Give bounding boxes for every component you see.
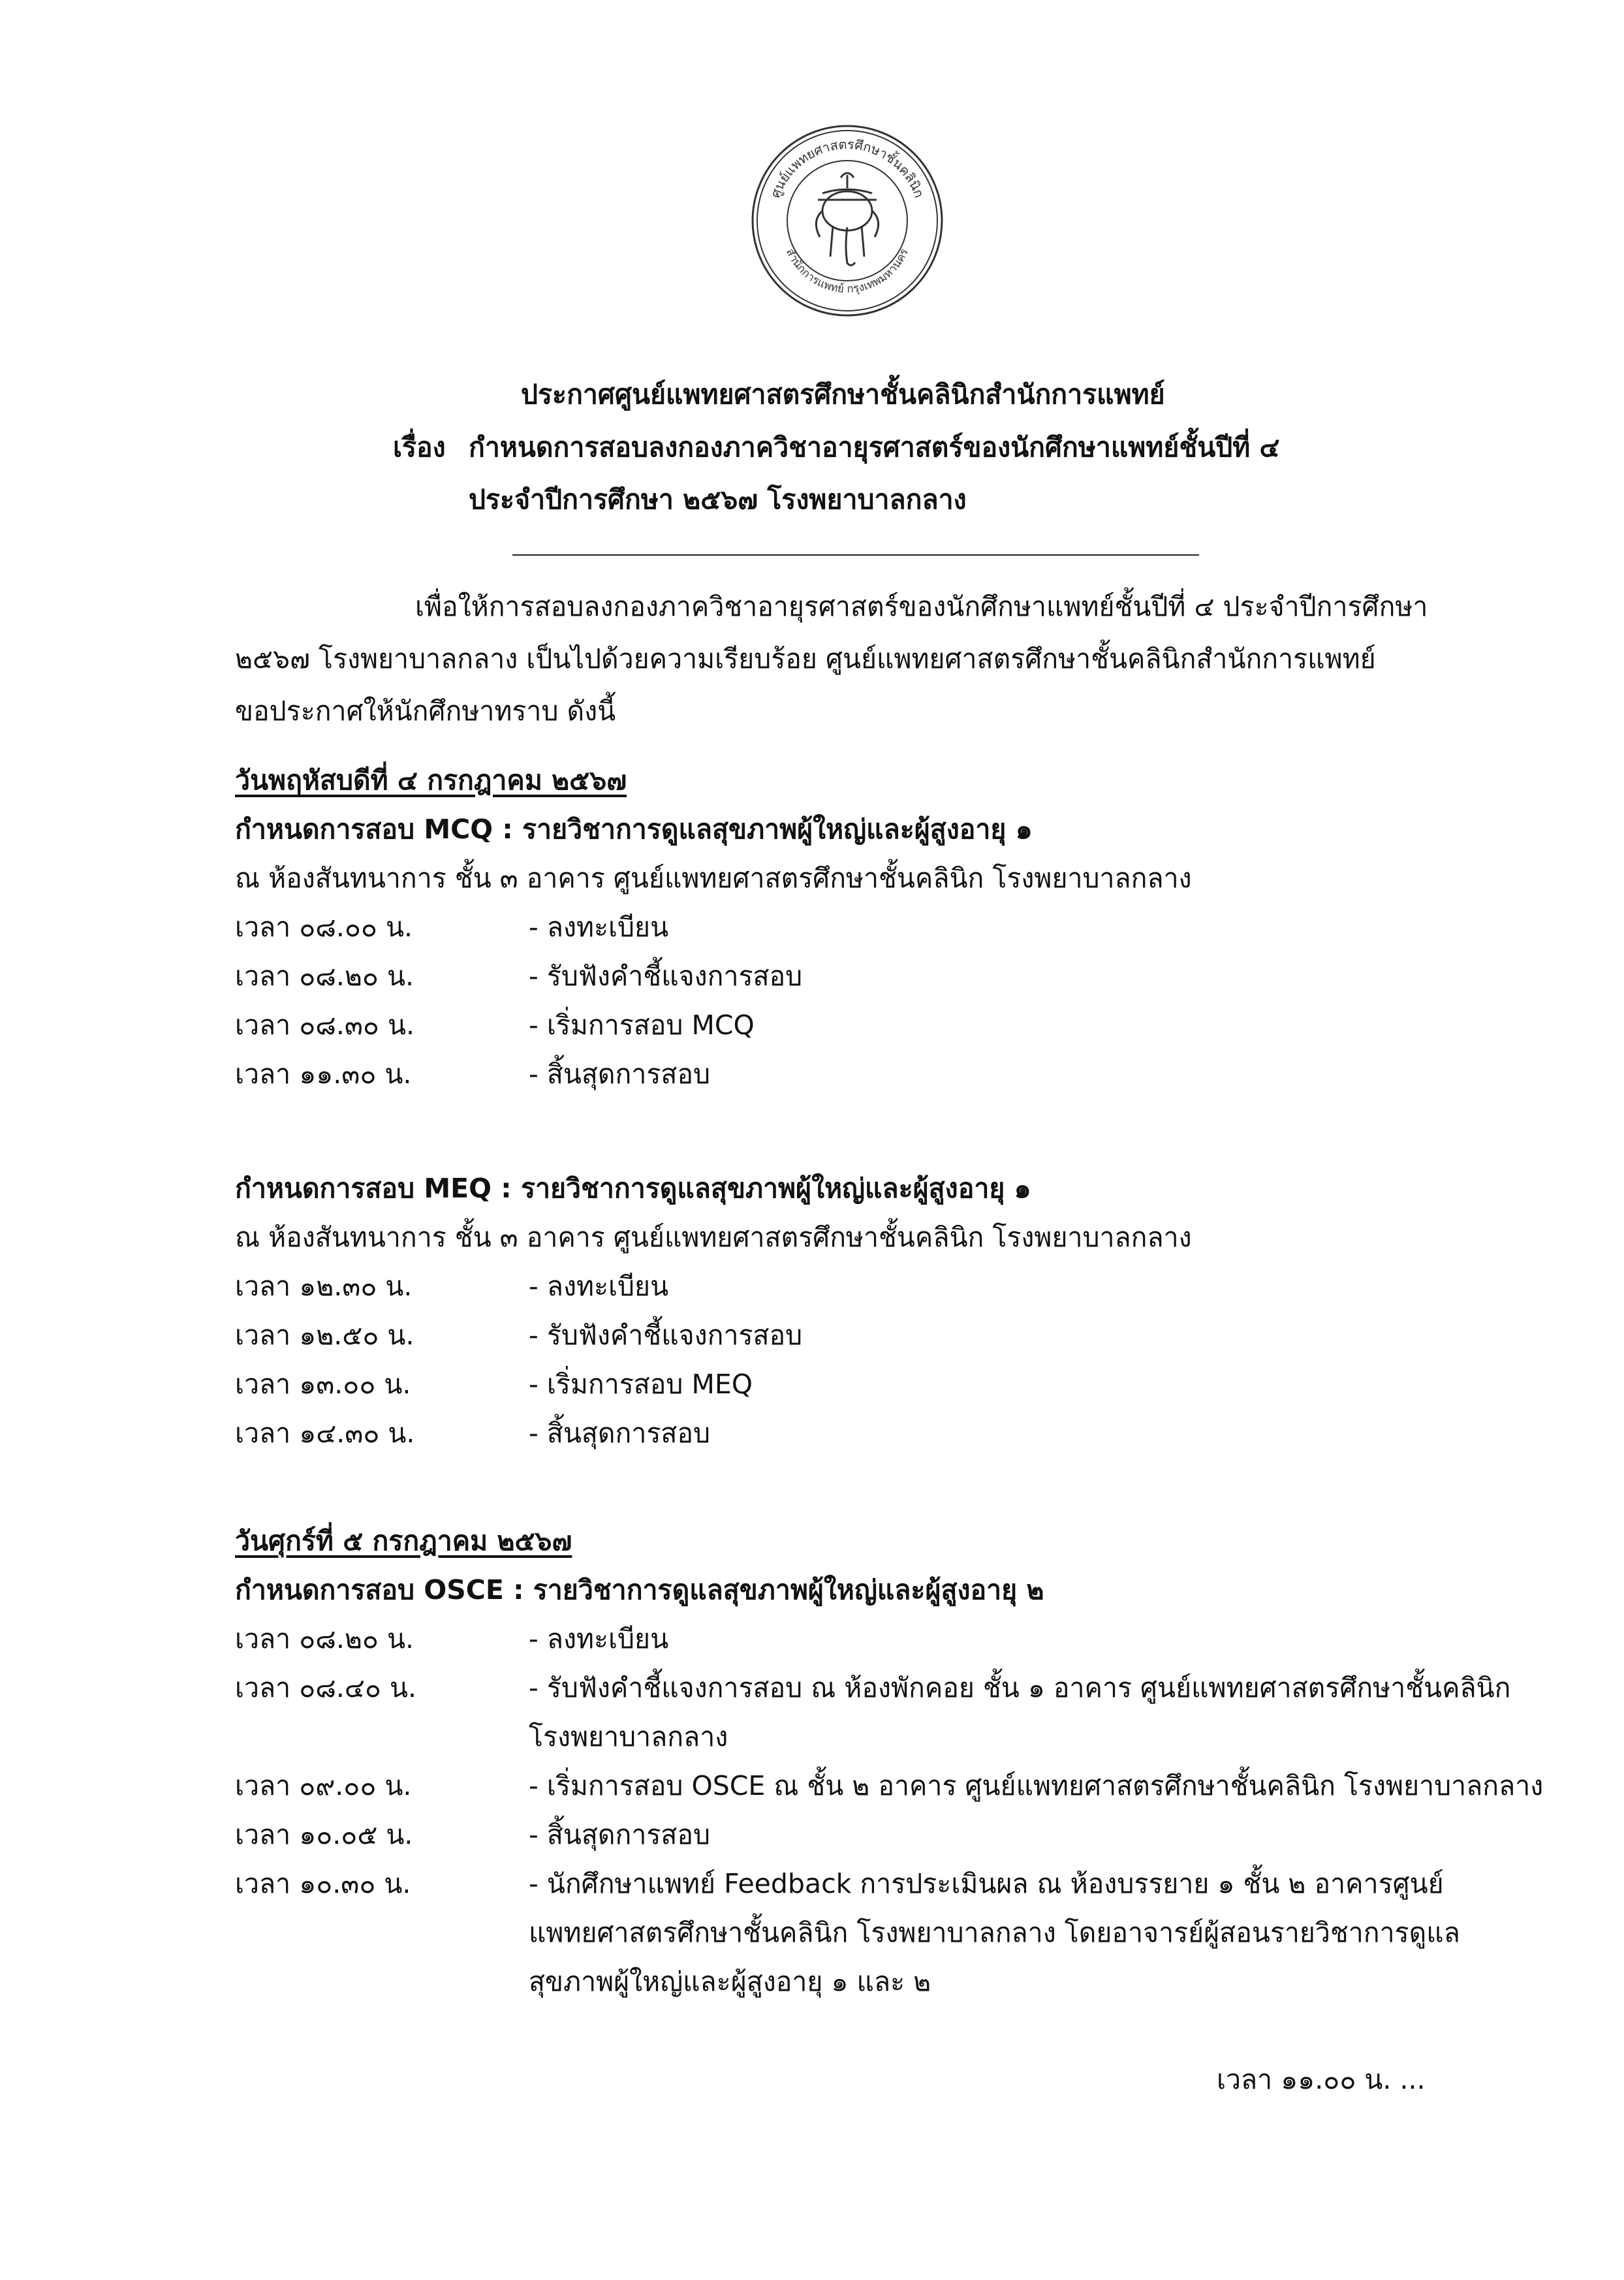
meq-heading: กำหนดการสอบ MEQ : รายวิชาการดูแลสุขภาพผู้ใหญ่และผู้สูงอายุ ๑ [235, 1173, 1031, 1204]
osce-time-1: เวลา ๐๘.๒๐ น. [235, 1623, 414, 1655]
meq-desc-1: - ลงทะเบียน [529, 1271, 669, 1302]
subject-text: กำหนดการสอบลงกองภาควิชาอายุรศาสตร์ของนักศึกษาแพทย์ชั้นปีที่ ๔ [469, 432, 1280, 463]
osce-desc-2-line-2: โรงพยาบาลกลาง [529, 1721, 728, 1752]
osce-time-2: เวลา ๐๘.๔๐ น. [235, 1672, 417, 1703]
mcq-time-1: เวลา ๐๘.๐๐ น. [235, 911, 413, 943]
osce-desc-3: - เริ่มการสอบ OSCE ณ ชั้น ๒ อาคาร ศูนย์แพทยศาสตรศึกษาชั้นคลินิก โรงพยาบาลกลาง [529, 1770, 1544, 1801]
mcq-time-2: เวลา ๐๘.๒๐ น. [235, 960, 414, 992]
announcement-title: ประกาศศูนย์แพทยศาสตรศึกษาชั้นคลินิกสำนักการแพทย์ [521, 379, 1165, 410]
mcq-desc-3: - เริ่มการสอบ MCQ [529, 1009, 755, 1041]
intro-line-3: ขอประกาศให้นักศึกษาทราบ ดังนี้ [235, 695, 616, 727]
meq-location: ณ ห้องสันทนาการ ชั้น ๓ อาคาร ศูนย์แพทยศาสตรศึกษาชั้นคลินิก โรงพยาบาลกลาง [235, 1222, 1192, 1253]
osce-desc-1: - ลงทะเบียน [529, 1623, 669, 1655]
osce-desc-5-line-3: สุขภาพผู้ใหญ่และผู้สูงอายุ ๑ และ ๒ [529, 1966, 931, 1997]
academic-year-line: ประจำปีการศึกษา ๒๕๖๗ โรงพยาบาลกลาง [469, 484, 967, 515]
meq-desc-3: - เริ่มการสอบ MEQ [529, 1369, 753, 1400]
intro-line-2: ๒๕๖๗ โรงพยาบาลกลาง เป็นไปด้วยความเรียบร้อย ศูนย์แพทยศาสตรศึกษาชั้นคลินิกสำนักการแพทย์ [235, 643, 1376, 674]
mcq-desc-2: - รับฟังคำชี้แจงการสอบ [529, 960, 803, 992]
osce-time-4: เวลา ๑๐.๐๕ น. [235, 1819, 413, 1850]
mcq-desc-4: - สิ้นสุดการสอบ [529, 1058, 711, 1090]
mcq-time-3: เวลา ๐๘.๓๐ น. [235, 1009, 415, 1041]
seal-ring-text-top: ศูนย์แพทยศาสตรศึกษาชั้นคลินิก [767, 136, 928, 200]
mcq-time-4: เวลา ๑๑.๓๐ น. [235, 1058, 412, 1090]
osce-desc-5-line-2: แพทยศาสตรศึกษาชั้นคลินิก โรงพยาบาลกลาง โดยอาจารย์ผู้สอนรายวิชาการดูแล [529, 1917, 1460, 1948]
mcq-location: ณ ห้องสันทนาการ ชั้น ๓ อาคาร ศูนย์แพทยศาสตรศึกษาชั้นคลินิก โรงพยาบาลกลาง [235, 863, 1192, 894]
osce-time-3: เวลา ๐๙.๐๐ น. [235, 1770, 412, 1801]
day1-date: วันพฤหัสบดีที่ ๔ กรกฎาคม ๒๕๖๗ [235, 765, 627, 796]
day2-date: วันศุกร์ที่ ๕ กรกฎาคม ๒๕๖๗ [235, 1525, 572, 1557]
continuation-note: เวลา ๑๑.๐๐ น. ... [1217, 2064, 1426, 2095]
meq-desc-4: - สิ้นสุดการสอบ [529, 1417, 711, 1449]
bangkok-medical-seal-icon [749, 123, 945, 319]
osce-heading: กำหนดการสอบ OSCE : รายวิชาการดูแลสุขภาพผู้ใหญ่และผู้สูงอายุ ๒ [235, 1574, 1044, 1606]
osce-desc-2-line-1: - รับฟังคำชี้แจงการสอบ ณ ห้องพักคอย ชั้น ๑ อาคาร ศูนย์แพทยศาสตรศึกษาชั้นคลินิก [529, 1672, 1511, 1703]
meq-time-4: เวลา ๑๔.๓๐ น. [235, 1417, 415, 1449]
mcq-heading: กำหนดการสอบ MCQ : รายวิชาการดูแลสุขภาพผู้ใหญ่และผู้สูงอายุ ๑ [235, 814, 1033, 845]
subject-label: เรื่อง [393, 432, 446, 463]
meq-time-3: เวลา ๑๓.๐๐ น. [235, 1369, 411, 1400]
mcq-desc-1: - ลงทะเบียน [529, 911, 669, 943]
meq-time-1: เวลา ๑๒.๓๐ น. [235, 1271, 413, 1302]
meq-time-2: เวลา ๑๒.๕๐ น. [235, 1320, 414, 1351]
meq-desc-2: - รับฟังคำชี้แจงการสอบ [529, 1320, 803, 1351]
header-divider [512, 554, 1199, 556]
intro-line-1: เพื่อให้การสอบลงกองภาควิชาอายุรศาสตร์ของนักศึกษาแพทย์ชั้นปีที่ ๔ ประจำปีการศึกษา [415, 591, 1428, 622]
osce-time-5: เวลา ๑๐.๓๐ น. [235, 1868, 411, 1899]
osce-desc-4: - สิ้นสุดการสอบ [529, 1819, 711, 1850]
seal-ring-text-bottom: สำนักการแพทย์ กรุงเทพมหานคร [783, 246, 911, 296]
osce-desc-5-line-1: - นักศึกษาแพทย์ Feedback การประเมินผล ณ ห้องบรรยาย ๑ ชั้น ๒ อาคารศูนย์ [529, 1868, 1444, 1899]
